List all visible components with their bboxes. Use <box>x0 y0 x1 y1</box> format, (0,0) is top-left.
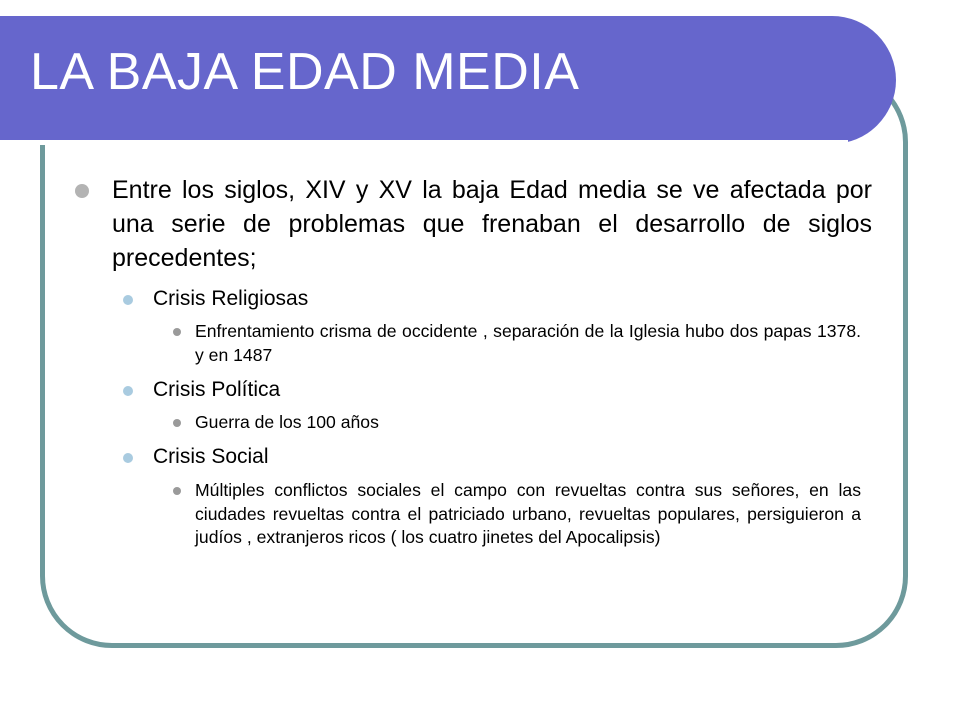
slide-title: LA BAJA EDAD MEDIA <box>30 43 580 101</box>
bullet-dot-icon <box>75 184 89 198</box>
bullet-dot-icon <box>123 295 133 305</box>
section-heading: Crisis Religiosas <box>153 287 309 310</box>
bullet-dot-icon <box>173 487 181 495</box>
section-religiosa <box>153 285 853 313</box>
section-politica <box>153 376 853 404</box>
section-social <box>153 443 853 471</box>
detail-text: Múltiples conflictos sociales el campo con revueltas contra sus señores, en las ciudades revueltas contra el patriciado urbano, revueltas populares, persiguieron a judíos , extranjeros ricos ( los cuatro jinetes del Apocalipsis) <box>195 480 861 547</box>
detail-religiosa <box>195 320 861 367</box>
detail-text: Guerra de los 100 años <box>195 412 379 432</box>
bullet-dot-icon <box>173 419 181 427</box>
bullet-dot-icon <box>123 453 133 463</box>
intro-bullet <box>112 173 872 275</box>
detail-politica <box>195 411 861 435</box>
bullet-dot-icon <box>123 386 133 396</box>
section-heading: Crisis Social <box>153 445 269 468</box>
bullet-dot-icon <box>173 328 181 336</box>
intro-text: Entre los siglos, XIV y XV la baja Edad media se ve afectada por una serie de problemas que frenaban el desarrollo de siglos precedentes; <box>112 176 872 272</box>
detail-text: Enfrentamiento crisma de occidente , separación de la Iglesia hubo dos papas 1378. y en 1487 <box>195 321 861 365</box>
detail-social <box>195 479 861 550</box>
section-heading: Crisis Política <box>153 378 281 401</box>
